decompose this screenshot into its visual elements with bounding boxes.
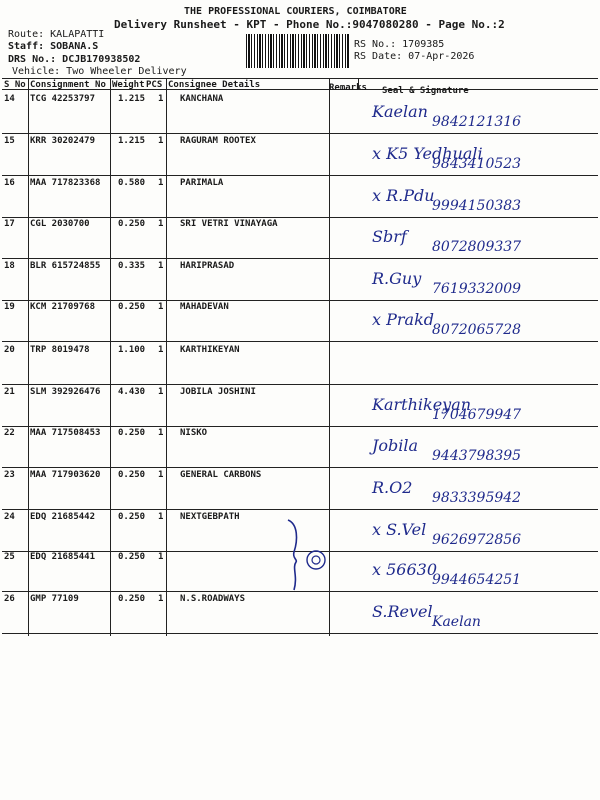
row-weight: 0.250 xyxy=(118,302,146,312)
row-signature-phone: 8072065728 xyxy=(432,322,522,338)
row-consignment-no: EDQ 21685442 xyxy=(30,512,96,522)
row-sno: 21 xyxy=(4,387,15,397)
row-weight: 1.215 xyxy=(118,94,146,104)
row-pcs: 1 xyxy=(158,302,164,312)
row-sno: 16 xyxy=(4,178,15,188)
row-signature: x K5 Yedhuali xyxy=(372,144,483,163)
runsheet-title: Delivery Runsheet - KPT - Phone No.:9047080280 - Page No.:2 xyxy=(114,18,505,31)
row-signature-phone: 1704679947 xyxy=(432,407,522,423)
row-consignment-no: MAA 717903620 xyxy=(30,470,101,480)
row-sno: 15 xyxy=(4,136,15,146)
row-consignment-no: KRR 30202479 xyxy=(30,136,96,146)
row-consignee: PARIMALA xyxy=(180,178,224,188)
row-pcs: 1 xyxy=(158,594,164,604)
row-pcs: 1 xyxy=(158,512,164,522)
row-consignee: SRI VETRI VINAYAGA xyxy=(180,219,278,229)
row-sno: 17 xyxy=(4,219,15,229)
row-consignee: MAHADEVAN xyxy=(180,302,229,312)
row-pcs: 1 xyxy=(158,552,164,562)
row-consignee: GENERAL CARBONS xyxy=(180,470,262,480)
row-consignment-no: CGL 2030700 xyxy=(30,219,90,229)
row-separator xyxy=(2,341,598,342)
row-weight: 0.335 xyxy=(118,261,146,271)
vehicle-label: Vehicle: Two Wheeler Delivery xyxy=(12,66,187,77)
row-separator xyxy=(2,467,598,468)
row-separator xyxy=(2,133,598,134)
row-sno: 14 xyxy=(4,94,15,104)
row-consignment-no: GMP 77109 xyxy=(30,594,79,604)
row-signature: x 56630 xyxy=(372,560,438,579)
bracket-scribble-icon xyxy=(284,516,334,594)
row-weight: 1.215 xyxy=(118,136,146,146)
row-weight: 0.250 xyxy=(118,512,146,522)
col-header-seal: Seal & Signature xyxy=(382,86,469,96)
row-sno: 26 xyxy=(4,594,15,604)
col-divider xyxy=(110,78,111,636)
row-consignee: KANCHANA xyxy=(180,94,224,104)
row-signature-phone: Kaelan xyxy=(432,614,481,630)
row-signature-phone: 9443798395 xyxy=(432,448,522,464)
row-signature: x Prakd xyxy=(372,310,434,329)
col-header-sno: S No xyxy=(4,80,26,90)
row-weight: 0.250 xyxy=(118,428,146,438)
row-sno: 22 xyxy=(4,428,15,438)
table-top-rule xyxy=(2,78,598,79)
row-signature: Karthikeyan xyxy=(372,395,472,414)
row-consignee: JOBILA JOSHINI xyxy=(180,387,256,397)
row-sno: 25 xyxy=(4,552,15,562)
row-pcs: 1 xyxy=(158,178,164,188)
col-header-weight: Weight xyxy=(112,80,145,90)
row-signature: R.Guy xyxy=(372,269,422,288)
row-consignment-no: TCG 42253797 xyxy=(30,94,96,104)
row-weight: 1.100 xyxy=(118,345,146,355)
row-consignment-no: EDQ 21685441 xyxy=(30,552,96,562)
row-weight: 0.250 xyxy=(118,219,146,229)
route-label: Route: KALAPATTI xyxy=(8,29,105,40)
row-sno: 20 xyxy=(4,345,15,355)
row-consignment-no: MAA 717508453 xyxy=(30,428,101,438)
row-consignment-no: KCM 21709768 xyxy=(30,302,96,312)
row-consignee: NISKO xyxy=(180,428,208,438)
row-signature-phone: 9842121316 xyxy=(432,114,522,130)
col-header-consignment: Consignment No xyxy=(30,80,106,90)
rs-number: RS No.: 1709385 xyxy=(354,39,445,50)
row-pcs: 1 xyxy=(158,219,164,229)
row-separator xyxy=(2,384,598,385)
row-weight: 0.250 xyxy=(118,594,146,604)
row-weight: 0.250 xyxy=(118,552,146,562)
col-header-consignee: Consignee Details xyxy=(168,80,261,90)
row-pcs: 1 xyxy=(158,387,164,397)
row-pcs: 1 xyxy=(158,470,164,480)
row-signature-phone: 9843410523 xyxy=(432,156,522,172)
row-pcs: 1 xyxy=(158,428,164,438)
row-pcs: 1 xyxy=(158,94,164,104)
row-sno: 23 xyxy=(4,470,15,480)
row-weight: 0.250 xyxy=(118,470,146,480)
row-consignee: HARIPRASAD xyxy=(180,261,235,271)
row-pcs: 1 xyxy=(158,136,164,146)
row-consignee: NEXTGEBPATH xyxy=(180,512,240,522)
row-signature-phone: 8072809337 xyxy=(432,239,522,255)
row-signature: S.Revel xyxy=(372,602,433,621)
row-sno: 18 xyxy=(4,261,15,271)
row-weight: 4.430 xyxy=(118,387,146,397)
col-header-remarks: Remarks xyxy=(329,83,367,93)
row-sno: 24 xyxy=(4,512,15,522)
col-divider xyxy=(166,78,167,636)
row-separator xyxy=(2,633,598,634)
row-signature-phone: 9626972856 xyxy=(432,532,522,548)
row-consignee: KARTHIKEYAN xyxy=(180,345,240,355)
row-consignee: RAGURAM ROOTEX xyxy=(180,136,256,146)
staff-label: Staff: SOBANA.S xyxy=(8,41,99,52)
row-signature-phone: 7619332009 xyxy=(432,281,522,297)
row-signature-phone: 9994150383 xyxy=(432,198,522,214)
row-signature: Kaelan xyxy=(372,102,428,121)
row-signature: Jobila xyxy=(372,436,419,455)
barcode xyxy=(246,34,350,68)
row-consignment-no: MAA 717823368 xyxy=(30,178,101,188)
row-pcs: 1 xyxy=(158,261,164,271)
row-separator xyxy=(2,175,598,176)
col-divider xyxy=(28,78,29,636)
row-consignment-no: TRP 8019478 xyxy=(30,345,90,355)
row-pcs: 1 xyxy=(158,345,164,355)
row-signature-phone: 9944654251 xyxy=(432,572,522,588)
row-separator xyxy=(2,509,598,510)
row-separator xyxy=(2,217,598,218)
col-header-pcs: PCS xyxy=(146,80,163,90)
row-signature: R.O2 xyxy=(372,478,413,497)
row-consignment-no: SLM 392926476 xyxy=(30,387,101,397)
row-signature-phone: 9833395942 xyxy=(432,490,522,506)
drs-label: DRS No.: DCJB170938502 xyxy=(8,54,141,65)
rs-date: RS Date: 07-Apr-2026 xyxy=(354,51,475,62)
row-separator xyxy=(2,258,598,259)
row-separator xyxy=(2,426,598,427)
row-signature: Sbrf xyxy=(372,227,407,246)
row-signature: x R.Pdu xyxy=(372,186,435,205)
row-consignment-no: BLR 615724855 xyxy=(30,261,101,271)
row-consignee: N.S.ROADWAYS xyxy=(180,594,246,604)
company-title: THE PROFESSIONAL COURIERS, COIMBATORE xyxy=(184,6,407,17)
row-sno: 19 xyxy=(4,302,15,312)
row-signature: x S.Vel xyxy=(372,520,427,539)
row-weight: 0.580 xyxy=(118,178,146,188)
row-separator xyxy=(2,300,598,301)
